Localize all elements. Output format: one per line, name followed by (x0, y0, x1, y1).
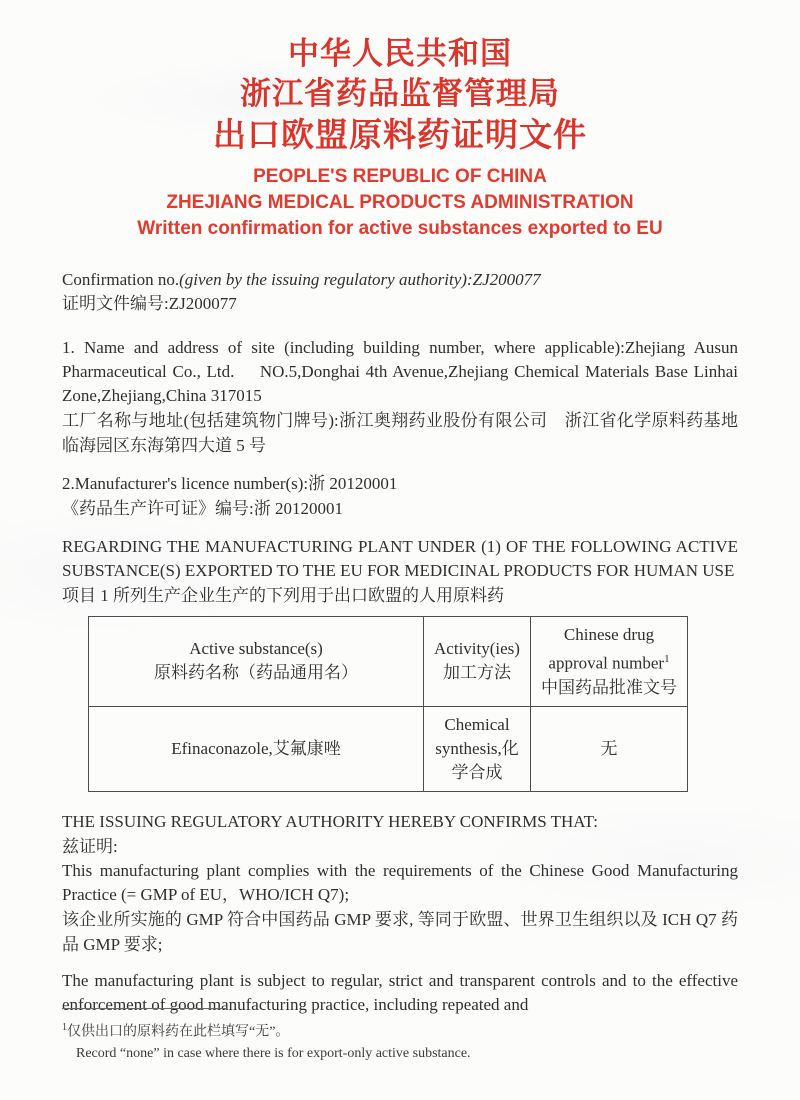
regarding-statement-block (62, 535, 738, 608)
title-agency-en: ZHEJIANG MEDICAL PRODUCTS ADMINISTRATION (166, 192, 634, 213)
footnote-separator (62, 1008, 227, 1009)
site-name-address-block (62, 336, 738, 458)
header-activity (424, 617, 531, 707)
table-header-row (89, 617, 688, 707)
cell-approval: 无 (531, 706, 688, 791)
licence-number-en: 2.Manufacturer's licence number(s):浙 20120001 (62, 474, 398, 493)
footnote-marker: 1 (664, 653, 670, 665)
regarding-statement-en: REGARDING THE MANUFACTURING PLANT UNDER (1) OF THE FOLLOWING ACTIVE SUBSTANCE(S) EXPORTED TO THE EU FOR MEDICINAL PRODUCTS FOR HUMAN USE (62, 537, 738, 580)
title-document-cn: 出口欧盟原料药证明文件 (213, 118, 587, 154)
footnote-marker-1: 1 (62, 1022, 67, 1033)
title-agency-cn: 浙江省药品监督管理局 (240, 76, 560, 111)
confirmation-number-block (62, 268, 738, 316)
header-activity-cn: 加工方法 (443, 663, 511, 683)
confirms-heading-en: THE ISSUING REGULATORY AUTHORITY HEREBY CONFIRMS THAT: (62, 811, 598, 831)
site-address-cn: 工厂名称与地址(包括建筑物门牌号):浙江奥翔药业股份有限公司 浙江省化学原料药基地临海园区东海第四大道 5 号 (62, 411, 738, 455)
cell-activity: Chemical synthesis,化学合成 (424, 706, 531, 791)
confirmation-number-line-cn: 证明文件编号:ZJ200077 (62, 294, 237, 313)
header-active-substance (89, 617, 424, 707)
title-country-en: PEOPLE'S REPUBLIC OF CHINA (253, 166, 547, 187)
site-address-en: 1. Name and address of site (including building number, where applicable):Zhejiang Ausun Pharmaceutical Co., Ltd. NO.5,Donghai 4th Avenue,Zhejiang Chemical Materials Base Linhai Zone,Zhejiang,China 317015 (62, 338, 738, 405)
footnote-line-en: Record “none” in case where there is for export-only active substance. (76, 1045, 471, 1061)
active-substances-table (88, 616, 688, 792)
footnote-line-cn (62, 1017, 738, 1043)
confirmation-label: Confirmation no. (62, 270, 180, 289)
header-active-substance-cn: 原料药名称（药品通用名） (154, 663, 358, 683)
title-document-en: Written confirmation for active substances exported to EU (137, 218, 663, 239)
header-active-substance-en: Active substance(s) (189, 639, 323, 659)
footnote-block (62, 1008, 738, 1064)
confirmation-number-line-en (62, 268, 738, 292)
title-country-cn: 中华人民共和国 (288, 36, 512, 71)
table-row (89, 706, 688, 791)
header-activity-en: Activity(ies) (434, 639, 520, 659)
authority-confirms-block (62, 810, 738, 957)
confirms-heading-cn: 兹证明: (62, 836, 118, 856)
document-title-english (62, 164, 738, 242)
regarding-statement-cn: 项目 1 所列生产企业生产的下列用于出口欧盟的人用原料药 (62, 586, 504, 605)
footnote-text-cn: 仅供出口的原料药在此栏填写“无”。 (67, 1024, 290, 1040)
header-approval-number-cn: 中国药品批准文号 (541, 677, 677, 697)
confirmation-detail: (given by the issuing regulatory authority):ZJ200077 (179, 270, 541, 289)
controls-paragraph-en: The manufacturing plant is subject to regular, strict and transparent controls and to the effective enforcement of good manufacturing practice, including repeated and (62, 970, 738, 1014)
header-approval-number (531, 617, 688, 707)
header-approval-number-text: Chinese drug approval number (548, 625, 665, 673)
licence-number-cn: 《药品生产许可证》编号:浙 20120001 (62, 499, 343, 518)
gmp-compliance-en: This manufacturing plant complies with the requirements of the Chinese Good Manufacturing Practice (= GMP of EU，WHO/ICH Q7); (62, 860, 738, 904)
licence-number-block (62, 472, 738, 521)
cell-substance: Efinaconazole,艾氟康唑 (89, 706, 424, 791)
gmp-compliance-cn: 该企业所实施的 GMP 符合中国药品 GMP 要求, 等同于欧盟、世界卫生组织以及 ICH Q7 药品 GMP 要求; (62, 909, 738, 954)
document-title-chinese (62, 34, 738, 158)
header-approval-number-en (535, 623, 683, 676)
